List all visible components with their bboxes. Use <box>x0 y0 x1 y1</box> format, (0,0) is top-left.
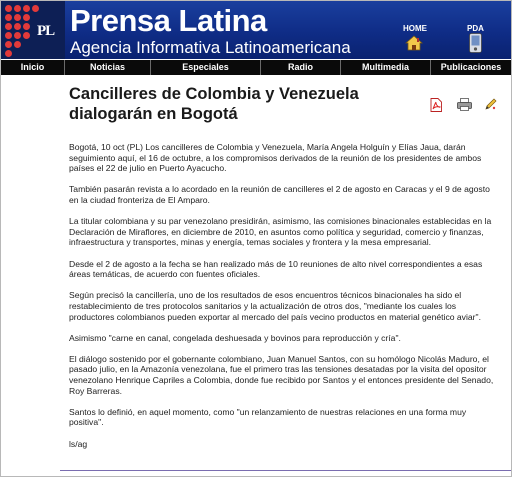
logo-dot <box>23 23 30 30</box>
home-icon[interactable] <box>405 35 423 51</box>
article-title: Cancilleres de Colombia y Venezuela dialogarán en Bogotá <box>69 85 359 123</box>
article-paragraph: El diálogo sostenido por el gobernante colombiano, Juan Manuel Santos, con su homólogo Nicolás Maduro, el pasado julio, en la Amazonía venezolana, fue el primero tras las tensiones desatadas por la visita del opositor venezolano Henrique Capriles a Colombia, donde fue recibido por Santos y el entonces presidente del Senado, Roy Barreras. <box>69 353 494 396</box>
logo-dot <box>5 23 12 30</box>
article-body <box>69 142 501 460</box>
logo-dot <box>14 5 21 12</box>
printer-icon[interactable] <box>457 98 472 111</box>
nav-item-publicaciones[interactable]: Publicaciones <box>440 62 502 72</box>
logo-text: PL <box>37 23 55 39</box>
logo-dot <box>32 5 39 12</box>
nav-item-radio[interactable]: Radio <box>261 60 341 75</box>
logo-dot <box>14 23 21 30</box>
logo-dot <box>14 14 21 21</box>
nav-item-especiales[interactable]: Especiales <box>151 60 261 75</box>
pencil-icon[interactable] <box>484 98 497 111</box>
home-link-label[interactable]: HOME <box>403 24 427 33</box>
pdf-icon[interactable] <box>430 98 442 112</box>
pda-icon[interactable] <box>469 33 482 53</box>
article-paragraph: Santos lo definió, en aquel momento, como "un relanzamiento de nuestras relaciones en una forma muy positiva". <box>69 406 467 428</box>
logo-dot <box>23 5 30 12</box>
site-header <box>1 1 511 59</box>
logo-dot <box>23 32 30 39</box>
article-paragraph: La titular colombiana y su par venezolano presidirán, asimismo, las comisiones binacionales establecidas en la Declaración de Miraflores, en diciembre de 2010, en asuntos como política y seguridad, comercio y finanzas, infraestructura y transportes, minas y energía, temas sociales y frontera y la mesa empresarial. <box>69 216 492 248</box>
nav-item-inicio[interactable]: Inicio <box>1 60 65 75</box>
bottom-divider <box>60 470 511 471</box>
logo-dot <box>23 14 30 21</box>
nav-item-multimedia[interactable]: Multimedia <box>341 60 431 75</box>
site-subtitle: Agencia Informativa Latinoamericana <box>70 38 351 57</box>
article-paragraph: Según precisó la cancillería, uno de los resultados de esos encuentros técnicos binacionales ha sido el restablecimiento de tres protocolos sanitarios y la actualización de otros dos, "mediante los cuales los productores colombianos pueden exportar al mercado del país vecino productos en material genético aviar". <box>69 290 481 322</box>
site-title[interactable]: Prensa Latina <box>70 3 267 38</box>
pda-link-label[interactable]: PDA <box>467 24 484 33</box>
nav-item-noticias[interactable]: Noticias <box>65 60 151 75</box>
main-nav <box>1 60 511 75</box>
logo-dot <box>14 32 21 39</box>
article-paragraph: También pasarán revista a lo acordado en la reunión de cancilleres el 2 de agosto en Caracas y el 9 de agosto en la ciudad fronteriza de El Amparo. <box>69 184 490 205</box>
article-signature: ls/ag <box>69 438 88 449</box>
logo-dot <box>5 41 12 48</box>
logo-dot <box>14 41 21 48</box>
article-paragraph: Desde el 2 de agosto a la fecha se han realizado más de 10 reuniones de alto nivel correspondientes a esas áreas temáticas, de acuerdo con fuentes oficiales. <box>69 258 483 280</box>
article-paragraph: Asimismo "carne en canal, congelada deshuesada y bovinos para reproducción y cría". <box>69 332 401 343</box>
site-logo[interactable] <box>1 1 65 59</box>
logo-dot <box>5 5 12 12</box>
logo-dot <box>5 50 12 57</box>
logo-dot <box>5 14 12 21</box>
logo-dot <box>5 32 12 39</box>
article-paragraph: Bogotá, 10 oct (PL) Los cancilleres de Colombia y Venezuela, María Angela Holguín y Elías Jaua, darán seguimiento aquí, el 16 de octubre, a los compromisos derivados de la reunión de los presidentes de ambos países el 22 de julio en Puerto Ayacucho. <box>69 142 482 174</box>
